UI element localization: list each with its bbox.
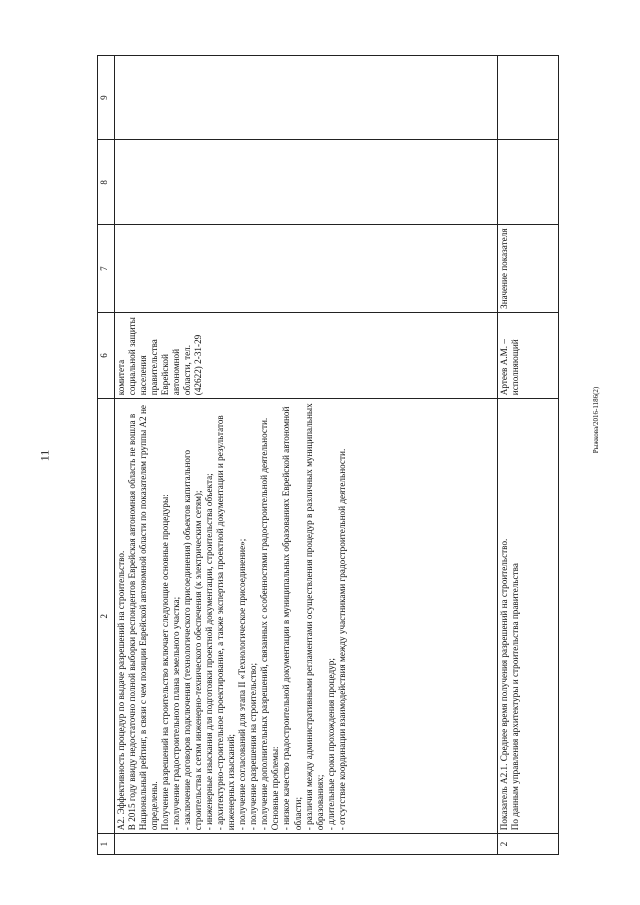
table-row bbox=[115, 56, 498, 855]
table-container bbox=[97, 55, 575, 855]
col9-cell bbox=[498, 56, 559, 140]
header-col-8: 8 bbox=[98, 140, 115, 225]
measures-table bbox=[97, 55, 559, 855]
description-line: Показатель А2.1. Среднее время получения разрешений на строительство. bbox=[499, 538, 509, 831]
col8-cell bbox=[115, 140, 498, 225]
table-header-row bbox=[98, 56, 115, 855]
responsible-cell: Артеев А.М. – исполняющий bbox=[498, 312, 559, 398]
col8-cell bbox=[498, 140, 559, 225]
description-line: - получение согласований для этапа II «Технологическое присоединение»; bbox=[237, 538, 248, 831]
description-line: - низкое качество градостроительной документации в муниципальных образованиях Еврейской автономной области; bbox=[281, 406, 303, 831]
header-col-9: 9 bbox=[98, 56, 115, 140]
col7-cell: Значение показателя bbox=[498, 225, 559, 312]
description-line: - инженерные изыскания для подготовки проектной документации, строительства объекта; bbox=[204, 473, 215, 831]
description-line: - заключение договоров подключения (технологического присоединения) объектов капитального строительства к сетям инженерно-технического обеспечения (к электрическим сетям); bbox=[182, 449, 204, 831]
description-line: - получение дополнительных разрешений, связанных с особенностями градостроительной деятельности. bbox=[259, 417, 270, 831]
description-line: В 2015 году ввиду недостаточно полной выборки респондентов Еврейская автономная область не вошла в Национальный рейтинг, в связи с чем позиции Еврейской автономной области по показателям группы А2 не определены. bbox=[127, 405, 160, 831]
row-number bbox=[115, 834, 498, 855]
header-col-7: 7 bbox=[98, 225, 115, 312]
description-line: - длительные сроки прохождения процедур; bbox=[325, 658, 336, 831]
header-col-1: 1 bbox=[98, 834, 115, 855]
table-row bbox=[498, 56, 559, 855]
row-description bbox=[115, 399, 498, 834]
responsible-cell: комитета социальной защиты населения правительства Еврейской автономной области, тел. (42622) 2-31-29 bbox=[115, 312, 498, 398]
document-code: Рыжкова/2016-1186(2) bbox=[592, 386, 600, 454]
description-line: Основные проблемы: bbox=[270, 746, 281, 831]
description-line: - получение разрешения на строительство; bbox=[248, 662, 259, 831]
description-line: Получение разрешений на строительство включает следующие основные процедуры: bbox=[160, 494, 171, 831]
description-line: А2. Эффективность процедур по выдаче разрешений на строительство. bbox=[116, 550, 126, 831]
row-description bbox=[498, 399, 559, 834]
header-col-6: 6 bbox=[98, 312, 115, 398]
col7-cell bbox=[115, 225, 498, 312]
description-line: - получение градостроительного плана земельного участка; bbox=[171, 596, 182, 831]
header-col-2: 2 bbox=[98, 399, 115, 834]
rotated-table bbox=[97, 55, 575, 855]
description-line: - отсутствие координации взаимодействия между участниками градостроительной деятельности. bbox=[336, 448, 347, 831]
row-number: 2 bbox=[498, 834, 559, 855]
page-number: 11 bbox=[37, 449, 52, 462]
description-line: - архитектурно-строительное проектирование, а также экспертиза проектной документации и результатов инженерных изысканий; bbox=[215, 415, 237, 831]
col9-cell bbox=[115, 56, 498, 140]
description-line: По данным управления архитектуры и строительства правительства bbox=[510, 563, 521, 831]
description-line: - различия между административными регламентами осуществления процедур в различных муниципальных образованиях; bbox=[303, 403, 325, 831]
